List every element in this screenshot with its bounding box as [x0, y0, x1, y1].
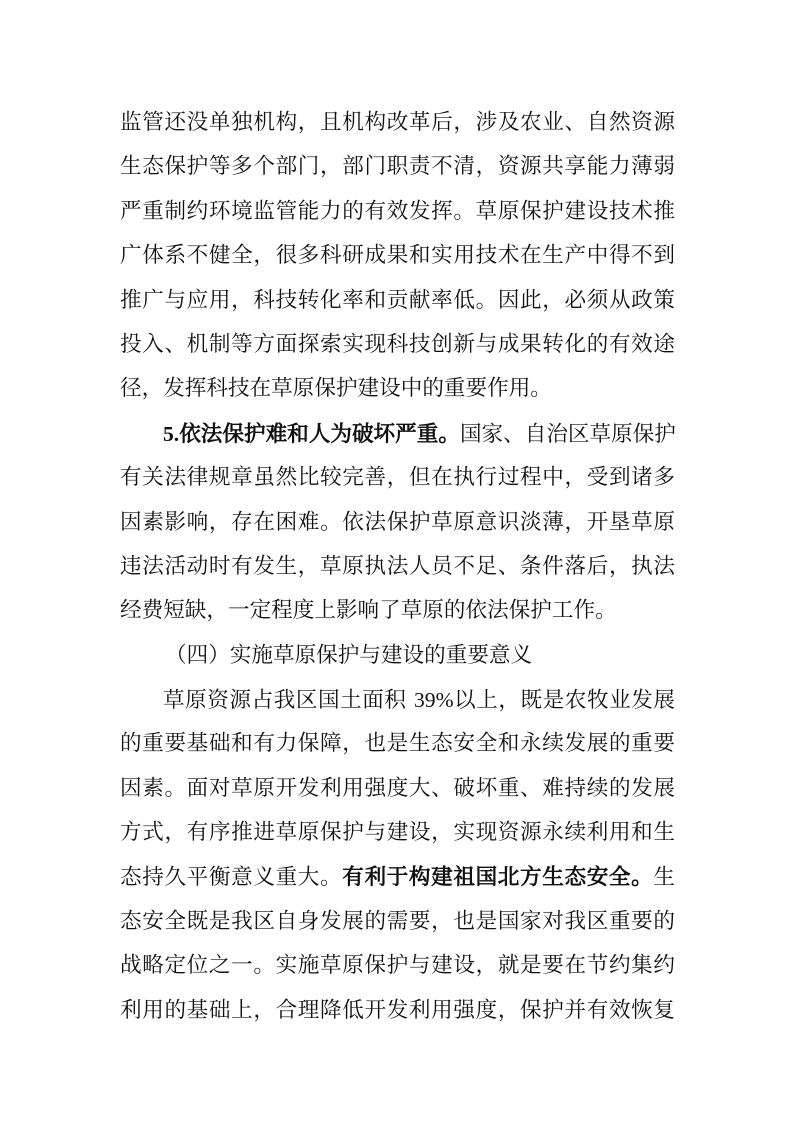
item-number: 5. — [163, 421, 180, 446]
bold-heading: 有利于构建祖国北方生态安全。 — [342, 864, 654, 890]
text-line: 因素影响，存在困难。依法保护草原意识淡薄，开垦草原 — [120, 509, 675, 535]
text-line: 有关法律规章虽然比较完善，但在执行过程中，受到诸多 — [120, 465, 675, 491]
text-line: 投入、机制等方面探索实现科技创新与成果转化的有效途 — [120, 331, 675, 357]
text-line: 方式，有序推进草原保护与建设，实现资源永续利用和生 — [120, 820, 675, 846]
text-line: 生态保护等多个部门，部门职责不清，资源共享能力薄弱 — [120, 154, 675, 180]
text-run: 草原资源占我区国土面积 — [163, 688, 414, 714]
text-line: 因素。面对草原开发利用强度大、破坏重、难持续的发展 — [120, 775, 675, 801]
document-body — [120, 101, 675, 1033]
text-run: 态持久平衡意义重大。 — [120, 864, 343, 890]
text-line: 经费短缺，一定程度上影响了草原的依法保护工作。 — [120, 598, 617, 624]
text-run: 生 — [653, 864, 675, 890]
section-heading: （四）实施草原保护与建设的重要意义 — [165, 642, 533, 668]
text-line: 严重制约环境监管能力的有效发挥。草原保护建设技术推 — [120, 198, 675, 224]
percent-value: 39% — [413, 688, 454, 713]
text-line: 广体系不健全，很多科研成果和实用技术在生产中得不到 — [120, 243, 675, 269]
text-line: 态安全既是我区自身发展的需要，也是国家对我区重要的 — [120, 909, 675, 935]
bold-heading: 依法保护难和人为破坏严重。 — [179, 421, 460, 447]
text-run: 国家、自治区草原保护 — [459, 421, 676, 447]
paragraph-1 — [120, 101, 675, 412]
text-line: 监管还没单独机构，且机构改革后，涉及农业、自然资源 — [120, 110, 675, 135]
paragraph-3-first-line — [120, 678, 675, 722]
paragraph-2-first-line — [120, 412, 675, 456]
text-line: 战略定位之一。实施草原保护与建设，就是要在节约集约 — [120, 953, 675, 979]
paragraph-3 — [120, 678, 675, 1033]
paragraph-3-mixed-line — [120, 856, 675, 900]
text-line: 违法活动时有发生，草原执法人员不足、条件落后，执法 — [120, 553, 675, 579]
paragraph-2 — [120, 412, 675, 634]
text-line: 径，发挥科技在草原保护建设中的重要作用。 — [120, 376, 552, 402]
text-line: 的重要基础和有力保障，也是生态安全和永续发展的重要 — [120, 731, 675, 757]
text-run: 以上，既是农牧业发展 — [453, 688, 675, 714]
text-line: 推广与应用，科技转化率和贡献率低。因此，必须从政策 — [120, 287, 675, 313]
text-line: 利用的基础上，合理降低开发利用强度，保护并有效恢复 — [120, 997, 675, 1023]
